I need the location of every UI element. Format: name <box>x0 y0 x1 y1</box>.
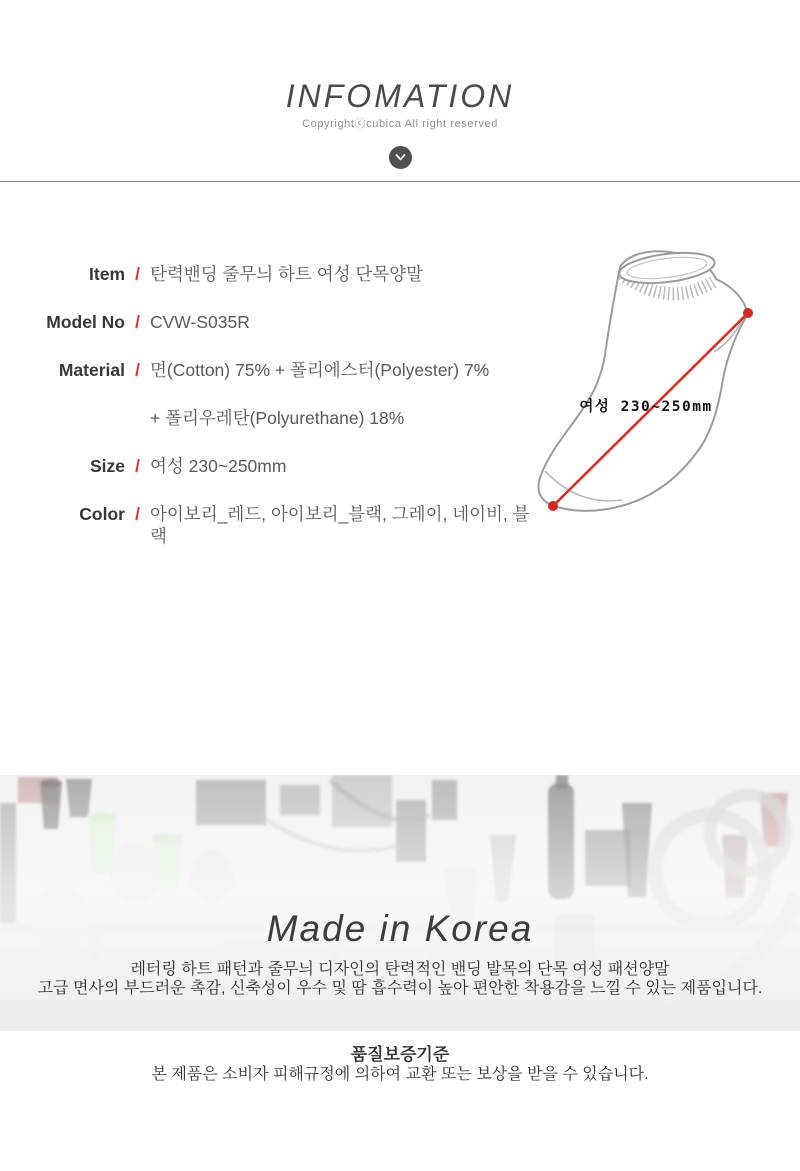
made-in-korea-section <box>0 775 800 1031</box>
spec-row-color <box>0 503 545 547</box>
made-in-korea-title: Made in Korea <box>266 908 534 949</box>
chevron-down-icon <box>389 146 412 169</box>
section-divider <box>0 181 800 182</box>
spec-separator: / <box>135 504 140 524</box>
spec-label: Material <box>58 360 125 380</box>
spec-label: Model No <box>46 312 125 332</box>
spec-row-model-no <box>0 311 545 333</box>
spec-separator: / <box>135 360 140 380</box>
copyright-text: Copyrightⓒcubica All right reserved <box>302 118 498 130</box>
spec-label: Color <box>79 504 125 524</box>
spec-row-material <box>0 359 545 381</box>
measure-endpoint-toe <box>548 501 558 511</box>
spec-separator: / <box>135 456 140 476</box>
measure-endpoint-heel <box>743 308 753 318</box>
spec-separator: / <box>135 264 140 284</box>
spec-row-size <box>0 455 545 477</box>
spec-row-material-cont <box>0 407 545 429</box>
made-in-korea-desc-line1: 레터링 하트 패턴과 줄무늬 디자인의 탄력적인 밴딩 발목의 단목 여성 패션양말 <box>130 961 670 978</box>
spec-value: 여성 230~250mm <box>150 456 287 476</box>
spec-value: + 폴리우레탄(Polyurethane) 18% <box>150 408 405 428</box>
page-title: INFOMATION <box>285 78 515 114</box>
spec-label: Size <box>89 456 125 476</box>
spec-row-item <box>0 263 545 285</box>
measure-label: 여성 230~250mm <box>579 399 713 415</box>
spec-value: 아이보리_레드, 아이보리_블랙, 그레이, 네이비, 블랙 <box>150 504 530 546</box>
spec-value: 탄력밴딩 줄무늬 하트 여성 단목양말 <box>150 264 424 284</box>
spec-label: Item <box>89 264 125 284</box>
quality-guarantee-title: 품질보증기준 <box>350 1045 450 1064</box>
sock-outline <box>538 251 748 510</box>
quality-guarantee-body: 본 제품은 소비자 피해규정에 의하여 교환 또는 보상을 받을 수 있습니다. <box>151 1066 649 1083</box>
sock-diagram <box>528 243 772 527</box>
spec-value: CVW-S035R <box>150 312 250 332</box>
spec-separator: / <box>135 312 140 332</box>
spec-value: 면(Cotton) 75% + 폴리에스터(Polyester) 7% <box>150 360 490 380</box>
made-in-korea-desc-line2: 고급 면사의 부드러운 촉감, 신축성이 우수 및 땀 흡수력이 높아 편안한 착용감을 느낄 수 있는 제품입니다. <box>37 980 763 997</box>
